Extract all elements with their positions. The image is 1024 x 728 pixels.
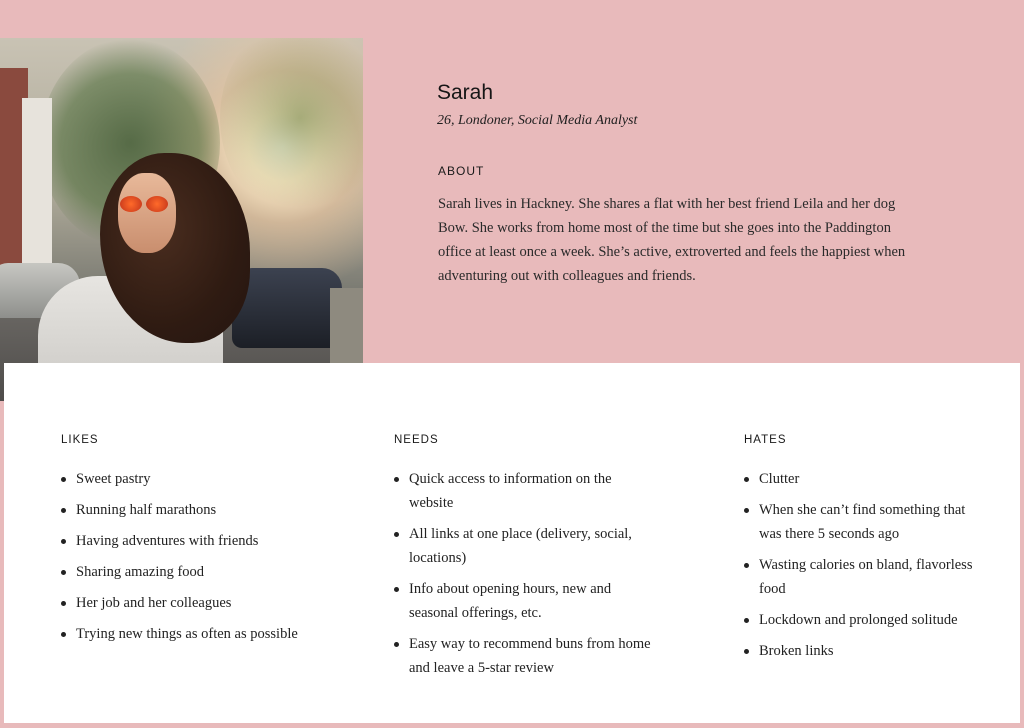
hates-list <box>744 467 984 663</box>
list-item: Easy way to recommend buns from home and leave a 5-star review <box>394 632 654 680</box>
tree-shape <box>220 38 363 218</box>
hates-column <box>744 434 984 670</box>
sunglasses-icon <box>118 196 170 214</box>
list-item: Having adventures with friends <box>61 529 301 553</box>
list-item: Info about opening hours, new and seasonal offerings, etc. <box>394 577 654 625</box>
persona-photo <box>0 38 363 401</box>
list-item: Quick access to information on the website <box>394 467 654 515</box>
list-item: Sharing amazing food <box>61 560 301 584</box>
list-item: Wasting calories on bland, flavorless food <box>744 553 984 601</box>
about-body: Sarah lives in Hackney. She shares a flat with her best friend Leila and her dog Bow. She works from home most of the time but she goes into the Paddington office at least once a week. She’s active, extroverted and feels the happiest when adventuring out with colleagues and friends. <box>438 196 906 284</box>
list-item: Sweet pastry <box>61 467 301 491</box>
list-item: When she can’t find something that was there 5 seconds ago <box>744 498 984 546</box>
about-heading: ABOUT <box>438 164 485 178</box>
likes-heading: LIKES <box>61 434 99 446</box>
list-item: Lockdown and prolonged solitude <box>744 608 984 632</box>
needs-heading: NEEDS <box>394 434 439 446</box>
needs-list <box>394 467 654 680</box>
needs-column <box>394 434 654 687</box>
list-item: All links at one place (delivery, social, locations) <box>394 522 654 570</box>
list-item: Her job and her colleagues <box>61 591 301 615</box>
hates-heading: HATES <box>744 434 787 446</box>
persona-name: Sarah <box>437 81 494 104</box>
building-shape <box>22 98 52 268</box>
list-item: Clutter <box>744 467 984 491</box>
persona-subtitle: 26, Londoner, Social Media Analyst <box>437 113 638 128</box>
likes-list <box>61 467 301 646</box>
list-item: Trying new things as often as possible <box>61 622 301 646</box>
list-item: Broken links <box>744 639 984 663</box>
likes-column <box>61 434 301 653</box>
list-item: Running half marathons <box>61 498 301 522</box>
